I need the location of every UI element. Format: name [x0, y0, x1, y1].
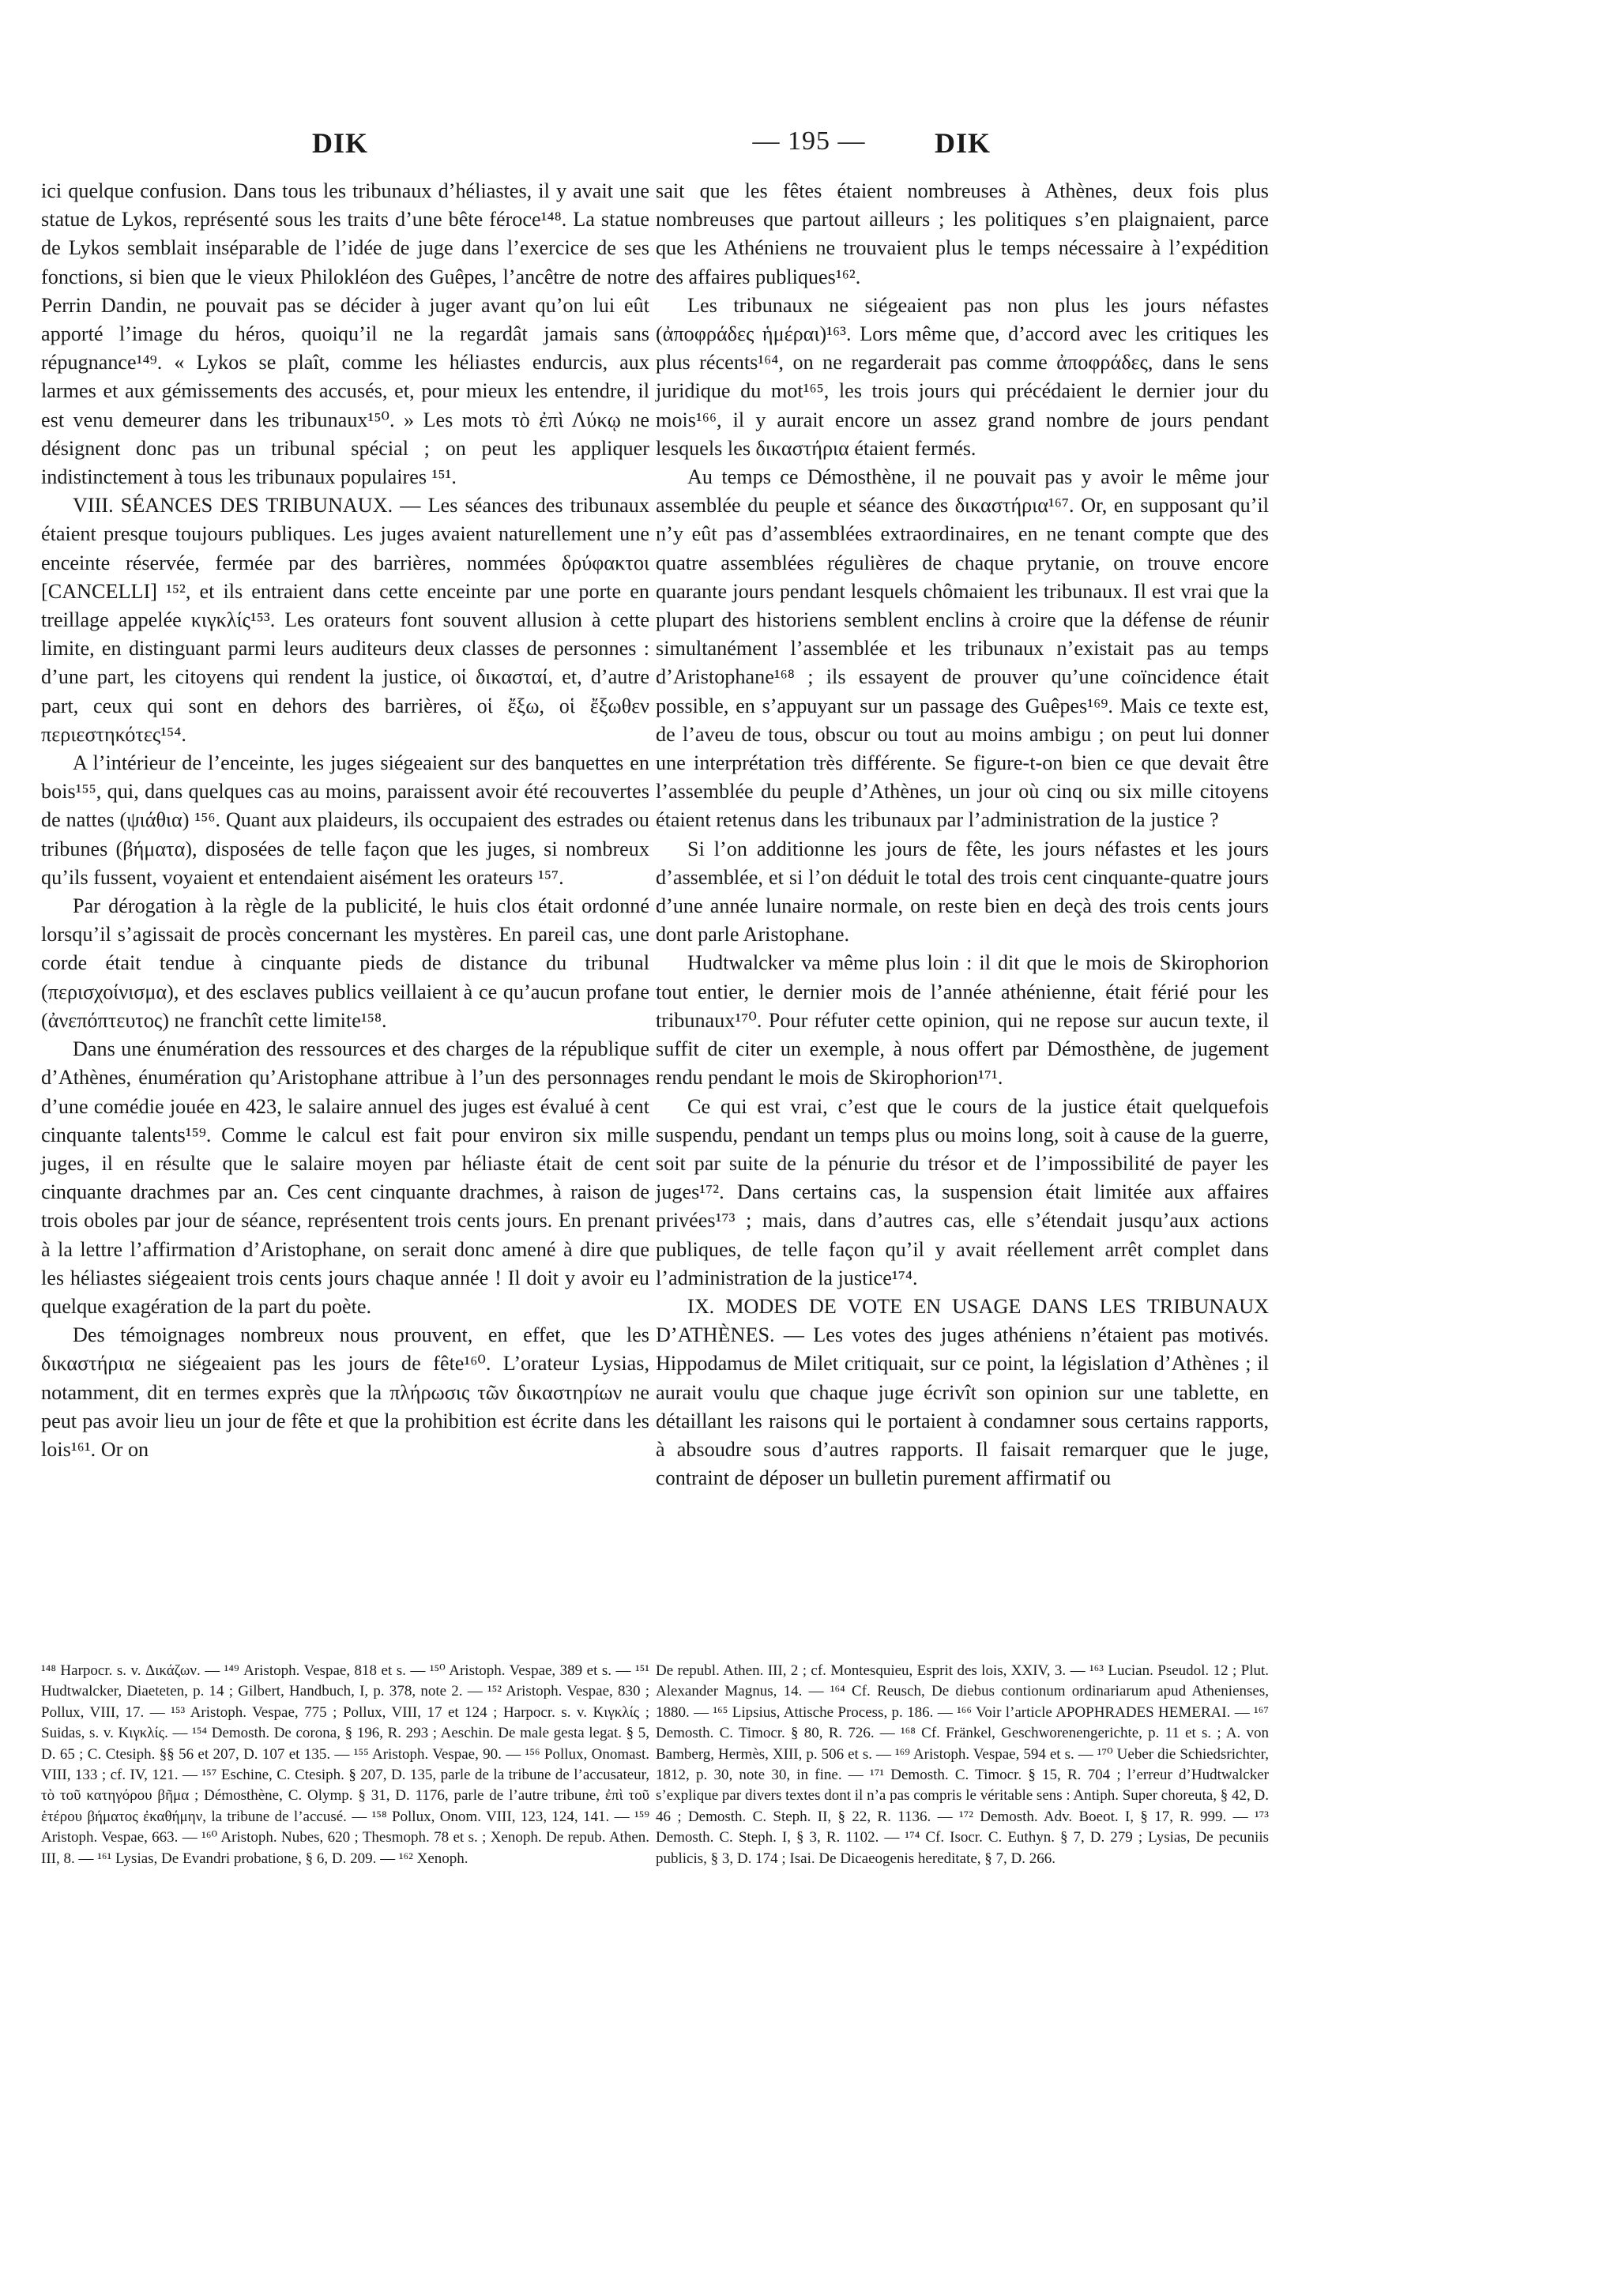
header-left-word: DIK: [312, 127, 369, 159]
paragraph: Dans une énumération des ressources et des charges de la république d’Athènes, énumération qu’Aristophane attribue à l’un des personnages d’une comédie jouée en 423, le salaire annuel des juges est évalué à cent cinquante talents¹⁵⁹. Comme le calcul est fait pour environ six mille juges, il en résulte que le salaire moyen par héliaste était de cent cinquante drachmes par an. Ces cent cinquante drachmes, à raison de trois oboles par jour de séance, représentent trois cents jours. En prenant à la lettre l’affirmation d’Aristophane, on serait donc amené à dire que les héliastes siégeaient trois cents jours chaque année ! Il doit y avoir eu quelque exagération de la part du poète.: [41, 1037, 649, 1318]
paragraph: Ce qui est vrai, c’est que le cours de la justice était quelquefois suspendu, pendant un temps plus ou moins long, soit à cause de la guerre, soit par suite de la pénurie du trésor et de l’impossibilité de payer les juges¹⁷². Dans certains cas, la suspension était limitée aux affaires privées¹⁷³ ; mais, dans d’autres cas, elle s’étendait jusqu’aux actions publiques, de telle façon qu’il y avait réellement arrêt complet dans l’administration de la justice¹⁷⁴.: [656, 1094, 1269, 1289]
paragraph: Au temps ce Démosthène, il ne pouvait pas y avoir le même jour assemblée du peuple et séance des δικαστήρια¹⁶⁷. Or, en supposant qu’il n’y eût pas d’assemblées extraordinaires, en ne tenant compte que des quatre assemblées régulières de chaque prytanie, on trouve encore quarante jours pendant lesquels chômaient les tribunaux. Il est vrai que la plupart des historiens semblent enclins à croire que la défense de réunir simultanément l’assemblée et les tribunaux n’existait pas au temps d’Aristophane¹⁶⁸ ; ils essayent de prouver qu’une coïncidence était possible, en s’appuyant sur un passage des Guêpes¹⁶⁹. Mais ce texte est, de l’aveu de tous, obscur ou tout au moins ambigu ; on peut lui donner une interprétation très différente. Se figure-t-on bien ce que devait être l’assemblée du peuple d’Athènes, un jour où cinq ou six mille citoyens étaient retenus dans les tribunaux par l’administration de la justice ?: [656, 465, 1269, 832]
page-number: — 195 —: [752, 126, 866, 156]
footnote-block: De republ. Athen. III, 2 ; cf. Montesquieu, Esprit des lois, XXIV, 3. — ¹⁶³ Lucian. Pseudol. 12 ; Plut. Alexander Magnus, 14. — ¹⁶⁴ Cf. Reusch, De diebus contionum ordinariarum apud Athenienses, 1880. — ¹⁶⁵ Lipsius, Attische Process, p. 186. — ¹⁶⁶ Voir l’article APOPHRADES HEMERAI. — ¹⁶⁷ Demosth. C. Timocr. § 80, R. 726. — ¹⁶⁸ Cf. Fränkel, Geschworenengerichte, p. 11 et s. ; A. von Bamberg, Hermès, XIII, p. 506 et s. — ¹⁶⁹ Aristoph. Vespae, 594 et s. — ¹⁷⁰ Ueber die Schiedsrichter, 1812, p. 30, note 30, in fine. — ¹⁷¹ Demosth. C. Timocr. § 15, R. 704 ; l’erreur d’Hudtwalcker s’explique par divers textes dont il n’a pas compris le véritable sens : Antiph. Super choreuta, § 42, D. 46 ; Demosth. C. Steph. II, § 22, R. 1136. — ¹⁷² Demosth. Adv. Boeot. I, § 17, R. 999. — ¹⁷³ Demosth. C. Steph. I, § 3, R. 1102. — ¹⁷⁴ Cf. Isocr. C. Euthyn. § 7, D. 279 ; Lysias, De pecuniis publicis, § 3, D. 174 ; Isai. De Dicaeogenis hereditate, § 7, D. 266.: [656, 1662, 1269, 1867]
paragraph: Les tribunaux ne siégeaient pas non plus les jours néfastes (ἀποφράδες ἡμέραι)¹⁶³. Lors même que, d’accord avec les critiques les plus récents¹⁶⁴, on ne regarderait pas comme ἀποφράδες, dans le sens juridique du mot¹⁶⁵, les trois jours qui précédaient le dernier jour du mois¹⁶⁶, il y aurait encore un assez grand nombre de jours pendant lesquels les δικαστήρια étaient fermés.: [656, 293, 1269, 460]
footnotes-right: [656, 1661, 1269, 1869]
running-header: [0, 126, 1618, 174]
footnotes-left: [41, 1661, 649, 1869]
paragraph: Par dérogation à la règle de la publicité, le huis clos était ordonné lorsqu’il s’agissait de procès concernant les mystères. En pareil cas, une corde était tendue à cinquante pieds de distance du tribunal (περισχοίνισμα), et des esclaves publics veillaient à ce qu’aucun profane (ἀνεπόπτευτος) ne franchît cette limite¹⁵⁸.: [41, 894, 649, 1032]
paragraph: Si l’on additionne les jours de fête, les jours néfastes et les jours d’assemblée, et si l’on déduit le total des trois cent cinquante-quatre jours d’une année lunaire normale, on reste bien en deçà des trois cents jours dont parle Aristophane.: [656, 837, 1269, 947]
right-column: [656, 177, 1269, 1492]
footnote-block: ¹⁴⁸ Harpocr. s. v. Δικάζων. — ¹⁴⁹ Aristoph. Vespae, 818 et s. — ¹⁵⁰ Aristoph. Vespae, 389 et s. — ¹⁵¹ Hudtwalcker, Diaeteten, p. 14 ; Gilbert, Handbuch, I, p. 378, note 2. — ¹⁵² Aristoph. Vespae, 830 ; Pollux, VIII, 17. — ¹⁵³ Aristoph. Vespae, 775 ; Pollux, VIII, 17 et 124 ; Harpocr. s. v. Κιγκλίς ; Suidas, s. v. Κιγκλίς. — ¹⁵⁴ Demosth. De corona, § 196, R. 293 ; Aeschin. De male gesta legat. § 5, D. 65 ; C. Ctesiph. §§ 56 et 207, D. 107 et 135. — ¹⁵⁵ Aristoph. Vespae, 90. — ¹⁵⁶ Pollux, Onomast. VIII, 133 ; cf. IV, 121. — ¹⁵⁷ Eschine, C. Ctesiph. § 207, D. 135, parle de la tribune de l’accusateur, τὸ τοῦ κατηγόρου βῆμα ; Démosthène, C. Olymp. § 31, D. 1176, parle de l’autre tribune, ἐπὶ τοῦ ἑτέρου βήματος ἐκαθήμην, la tribune de l’accusé. — ¹⁵⁸ Pollux, Onom. VIII, 123, 124, 141. — ¹⁵⁹ Aristoph. Vespae, 663. — ¹⁶⁰ Aristoph. Nubes, 620 ; Thesmoph. 78 et s. ; Xenoph. De repub. Athen. III, 8. — ¹⁶¹ Lysias, De Evandri probatione, § 6, D. 209. — ¹⁶² Xenoph.: [41, 1662, 649, 1867]
header-right-word: DIK: [935, 127, 991, 159]
section-viii-paragraph: VIII. SÉANCES DES TRIBUNAUX. — Les séances des tribunaux étaient presque toujours publiques. Les juges avaient naturellement une enceinte réservée, fermée par des barrières, nommées δρύφακτοι [CANCELLI] ¹⁵², et ils entraient dans cette enceinte par une porte en treillage appelée κιγκλίς¹⁵³. Les orateurs font souvent allusion à cette limite, en distinguant parmi leurs auditeurs deux classes de personnes : d’une part, les citoyens qui rendent la justice, οἱ δικασταί, et, d’autre part, ceux qui sont en dehors des barrières, οἱ ἔξω, οἱ ἔξωθεν περιεστηκότες¹⁵⁴.: [41, 494, 649, 746]
paragraph: Des témoignages nombreux nous prouvent, en effet, que les δικαστήρια ne siégeaient pas les jours de fête¹⁶⁰. L’orateur Lysias, notamment, dit en termes exprès que la πλήρωσις τῶν δικαστηρίων ne peut pas avoir lieu un jour de fête et que la prohibition est écrite dans les lois¹⁶¹. Or on: [41, 1323, 649, 1461]
paragraph: ici quelque confusion. Dans tous les tribunaux d’héliastes, il y avait une statue de Lykos, représenté sous les traits d’une bête féroce¹⁴⁸. La statue de Lykos semblait inséparable de l’idée de juge dans l’exercice de ses fonctions, si bien que le vieux Philokléon des Guêpes, l’ancêtre de notre Perrin Dandin, ne pouvait pas se décider à juger avant qu’on lui eût apporté l’image du héros, quoiqu’il ne la regardât jamais sans répugnance¹⁴⁹. « Lykos se plaît, comme les héliastes endurcis, aux larmes et aux gémissements des accusés, et, pour mieux les entendre, il est venu demeurer dans les tribunaux¹⁵⁰. » Les mots τὸ ἐπὶ Λύκῳ ne désignent donc pas un tribunal spécial ; on peut les appliquer indistinctement à tous les tribunaux populaires ¹⁵¹.: [41, 179, 649, 489]
section-ix-paragraph: IX. MODES DE VOTE EN USAGE DANS LES TRIBUNAUX D’ATHÈNES. — Les votes des juges athéniens n’étaient pas motivés. Hippodamus de Milet critiquait, sur ce point, la législation d’Athènes ; il aurait voulu que chaque juge écrivît son opinion sur une tablette, en détaillant les raisons qui le portaient à condamner sous certains rapports, à absoudre sous d’autres rapports. Il faisait remarquer que le juge, contraint de déposer un bulletin purement affirmatif ou: [656, 1294, 1269, 1490]
paragraph: sait que les fêtes étaient nombreuses à Athènes, deux fois plus nombreuses que partout ailleurs ; les politiques s’en plaignaient, parce que les Athéniens ne trouvaient plus le temps nécessaire à l’expédition des affaires publiques¹⁶².: [656, 179, 1269, 288]
left-column: [41, 177, 649, 1464]
paragraph: Hudtwalcker va même plus loin : il dit que le mois de Skirophorion tout entier, le dernier mois de l’année athénienne, était férié pour les tribunaux¹⁷⁰. Pour réfuter cette opinion, qui ne repose sur aucun texte, il suffit de citer un exemple, à nous offert par Démosthène, de jugement rendu pendant le mois de Skirophorion¹⁷¹.: [656, 951, 1269, 1090]
paragraph: A l’intérieur de l’enceinte, les juges siégeaient sur des banquettes en bois¹⁵⁵, qui, dans quelques cas au moins, paraissent avoir été recouvertes de nattes (ψιάθια) ¹⁵⁶. Quant aux plaideurs, ils occupaient des estrades ou tribunes (βήματα), disposées de telle façon que les juges, si nombreux qu’ils fussent, voyaient et entendaient aisément les orateurs ¹⁵⁷.: [41, 751, 649, 889]
